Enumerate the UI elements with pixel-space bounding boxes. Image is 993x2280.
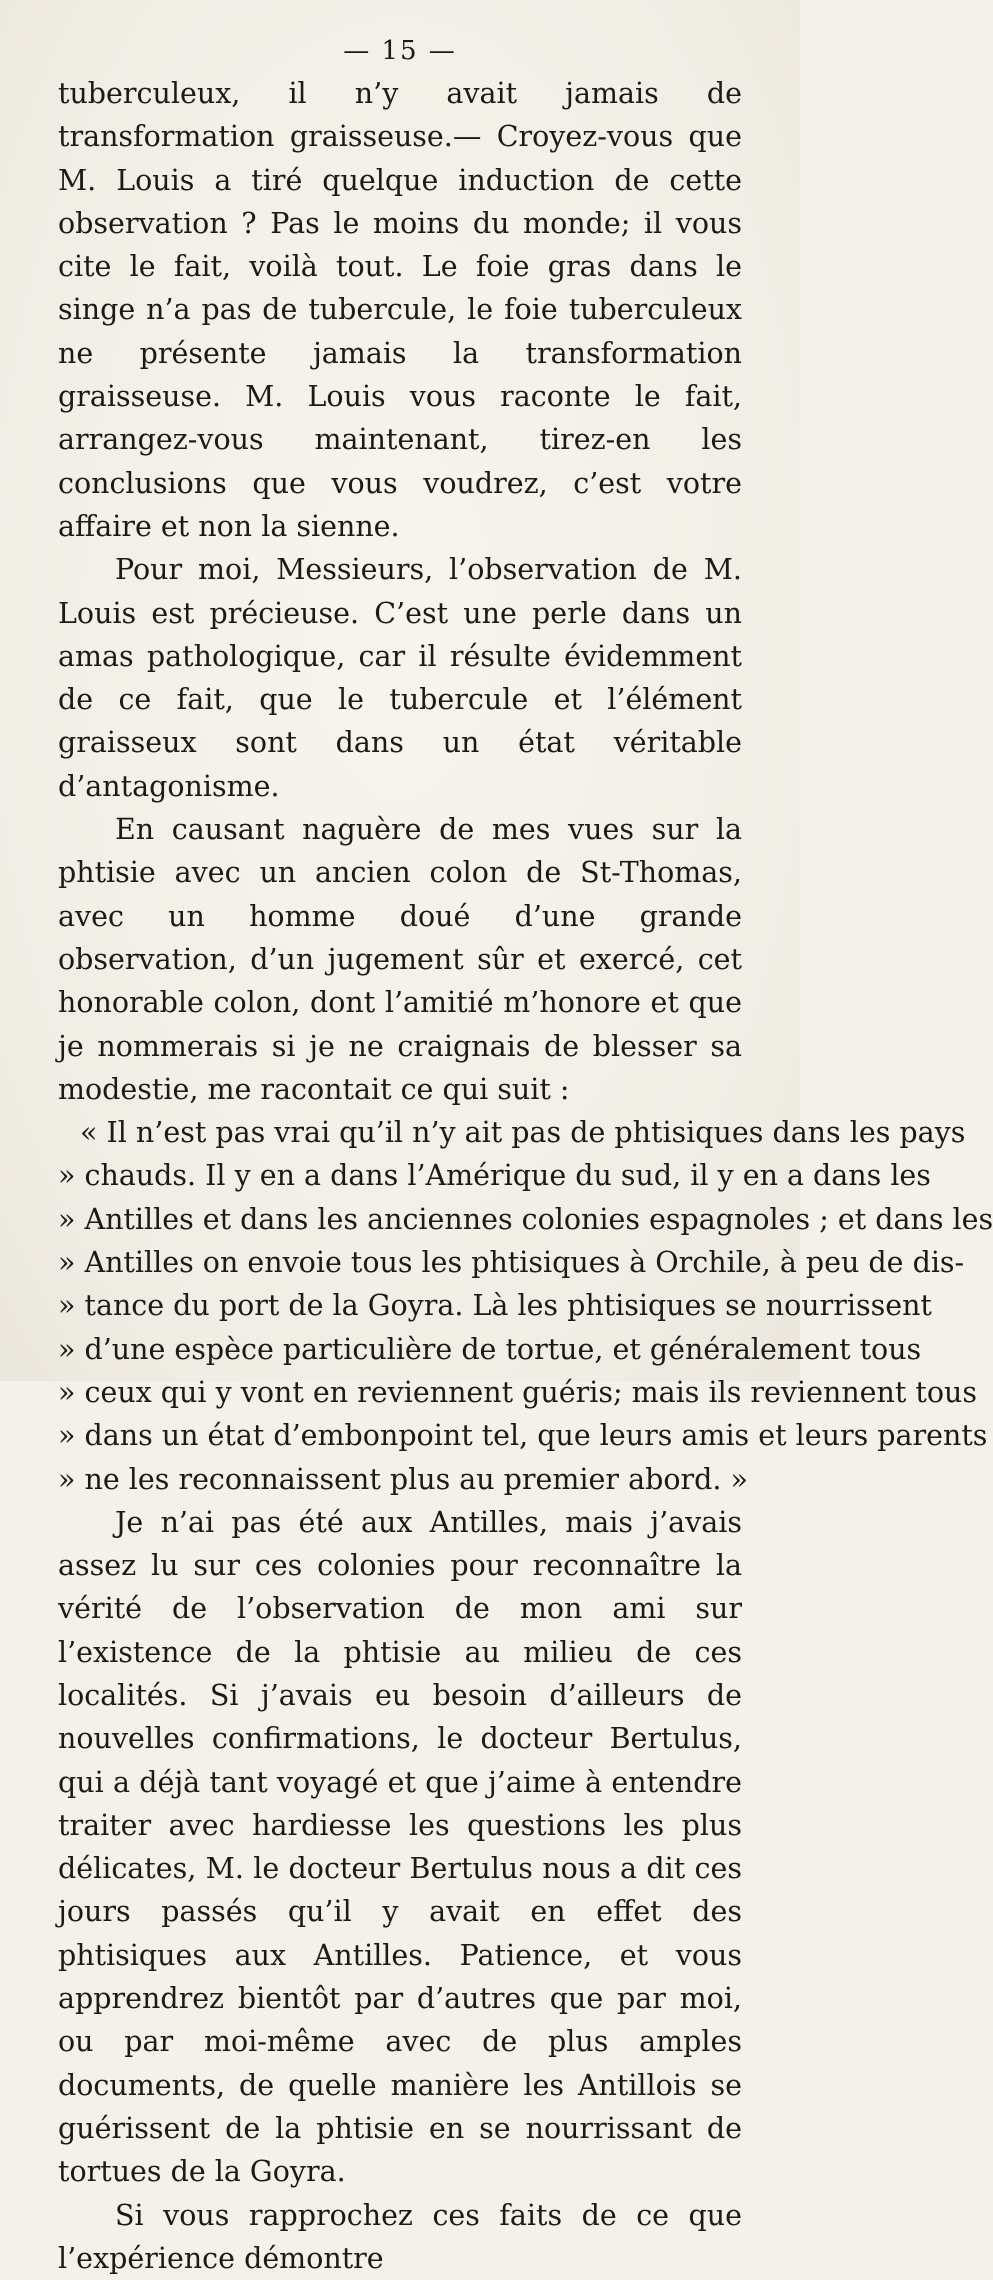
body-text <box>58 72 993 2280</box>
paragraph: Pour moi, Messieurs, l’observation de M. Louis est précieuse. C’est une perle dans un amas pathologique, car il résulte évidemment de ce fait, que le tubercule et l’élément graisseux sont dans un état véritable d’antagonisme. <box>58 553 742 803</box>
paragraph: Si vous rapprochez ces faits de ce que l’expérience démontre <box>58 2198 742 2275</box>
quote-line: » Antilles on envoie tous les phtisiques à Orchile, à peu de dis- <box>58 1246 965 1280</box>
quote-line: » tance du port de la Goyra. Là les phtisiques se nourrissent <box>58 1289 932 1323</box>
quote-line: » dans un état d’embonpoint tel, que leurs amis et leurs parents <box>58 1419 988 1453</box>
quote-line: » Antilles et dans les anciennes colonies espagnoles ; et dans les <box>58 1202 993 1236</box>
quote-line: » d’une espèce particulière de tortue, et généralement tous <box>58 1332 922 1366</box>
quote-line: « Il n’est pas vrai qu’il n’y ait pas de phtisiques dans les pays <box>80 1116 966 1150</box>
quote-line: » ceux qui y vont en reviennent guéris; mais ils reviennent tous <box>58 1375 977 1409</box>
quote-line: » ne les reconnaissent plus au premier abord. » <box>58 1462 748 1496</box>
quotation-block <box>58 1111 993 1501</box>
paragraph: En causant naguère de mes vues sur la phtisie avec un ancien colon de St-Thomas, avec un homme doué d’une grande observation, d’un jugement sûr et exercé, cet honorable colon, dont l’amitié m’honore et que je nommerais si je ne craignais de blesser sa modestie, me racontait ce qui suit : <box>58 813 742 1106</box>
page-number: — 15 — <box>343 36 457 66</box>
paragraph: Je n’ai pas été aux Antilles, mais j’avais assez lu sur ces colonies pour reconnaître la vérité de l’observation de mon ami sur l’existence de la phtisie au milieu de ces localités. Si j’avais eu besoin d’ailleurs de nouvelles confirmations, le docteur Bertulus, qui a déjà tant voyagé et que j’aime à entendre traiter avec hardiesse les questions les plus délicates, M. le docteur Bertulus nous a dit ces jours passés qu’il y avait en effet des phtisiques aux Antilles. Patience, et vous apprendrez bientôt par d’autres que par moi, ou par moi-même avec de plus amples documents, de quelle manière les Antillois se guérissent de la phtisie en se nourrissant de tortues de la Goyra. <box>58 1505 742 2189</box>
paragraph: tuberculeux, il n’y avait jamais de transformation graisseuse.— Croyez-vous que M. Louis a tiré quelque induction de cette observation ? Pas le moins du monde; il vous cite le fait, voilà tout. Le foie gras dans le singe n’a pas de tubercule, le foie tuberculeux ne présente jamais la transformation graisseuse. M. Louis vous raconte le fait, arrangez-vous maintenant, tirez-en les conclusions que vous voudrez, c’est votre affaire et non la sienne. <box>58 77 742 543</box>
quote-line: » chauds. Il y en a dans l’Amérique du sud, il y en a dans les <box>58 1159 931 1193</box>
